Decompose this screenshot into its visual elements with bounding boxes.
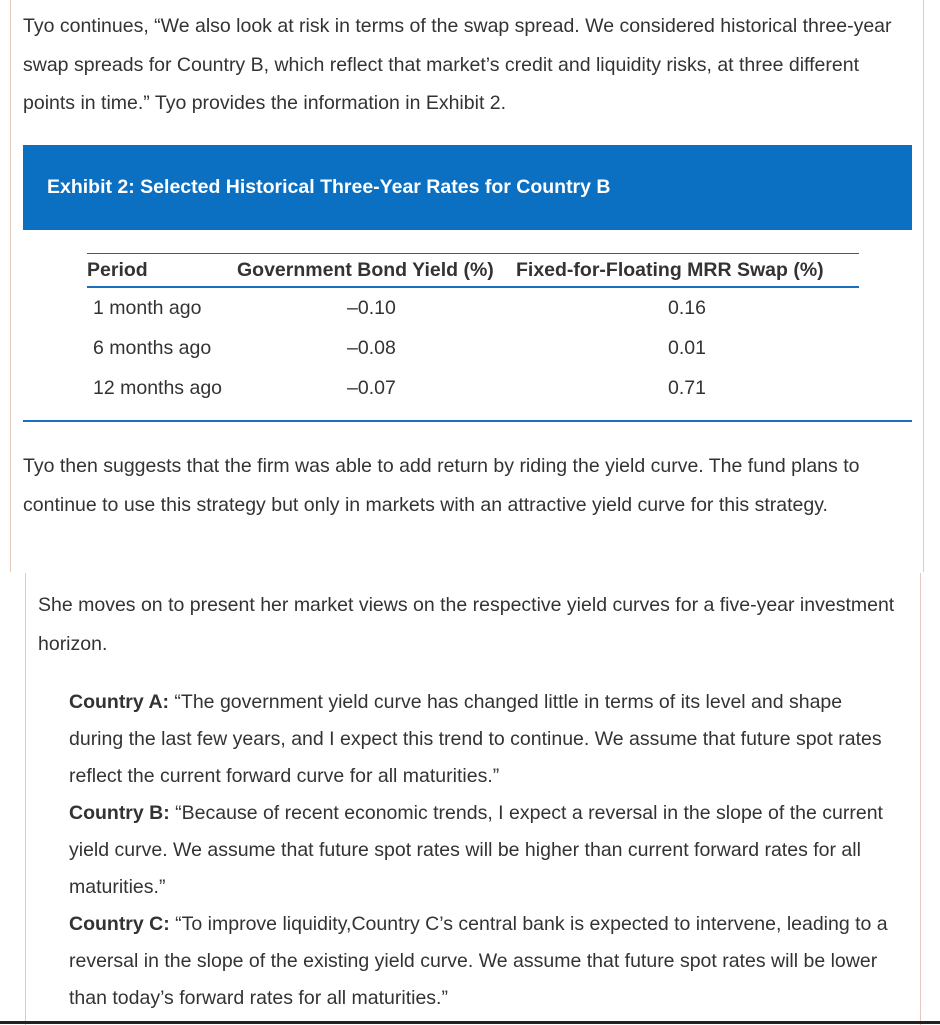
cell-period: 6 months ago xyxy=(93,336,212,359)
cell-gov-yield: –0.08 xyxy=(347,336,396,359)
cell-period: 12 months ago xyxy=(93,376,223,399)
cell-gov-yield: –0.10 xyxy=(347,296,396,319)
country-c-text: “To improve liquidity,Country C’s central bank is expected to intervene, leading to a reversal in the slope of the existing yield curve. We assume that future spot rates will be lower than today’s forward rates for all maturities.” xyxy=(69,913,888,1009)
country-a-view xyxy=(69,684,899,795)
riding-yield-curve-paragraph: Tyo then suggests that the firm was able to add return by riding the yield curve. The fund plans to continue to use this strategy but only in markets with an attractive yield curve for this strategy. xyxy=(23,455,860,516)
market-views-paragraph: She moves on to present her market views on the respective yield curves for a five-year investment horizon. xyxy=(38,594,895,655)
country-c-label: Country C: xyxy=(69,913,170,935)
country-c-view xyxy=(69,906,899,1017)
table-header-row xyxy=(87,254,859,288)
country-b-label: Country B: xyxy=(69,802,170,824)
country-a-text: “The government yield curve has changed little in terms of its level and shape during the last few years, and I expect this trend to continue. We assume that future spot rates reflect the current forward curve for all maturities.” xyxy=(69,691,882,787)
header-gov-yield: Government Bond Yield (%) xyxy=(237,254,516,288)
cell-swap: 0.16 xyxy=(668,296,706,319)
exhibit-header-bar xyxy=(23,145,912,230)
exhibit-table xyxy=(87,253,859,408)
cell-period: 1 month ago xyxy=(93,296,202,319)
country-a-label: Country A: xyxy=(69,691,170,713)
upper-content-panel xyxy=(10,0,924,572)
table-row xyxy=(87,328,859,368)
lower-content-panel xyxy=(25,573,921,1025)
country-views-list xyxy=(69,684,899,1017)
cell-swap: 0.71 xyxy=(668,376,706,399)
header-swap: Fixed-for-Floating MRR Swap (%) xyxy=(516,254,859,288)
country-b-view xyxy=(69,795,899,906)
exhibit-title: Exhibit 2: Selected Historical Three-Year Rates for Country B xyxy=(47,176,611,198)
cell-swap: 0.01 xyxy=(668,336,706,359)
intro-paragraph: Tyo continues, “We also look at risk in terms of the swap spread. We considered historical three-year swap spreads for Country B, which reflect that market’s credit and liquidity risks, at three different points in time.” Tyo provides the information in Exhibit 2. xyxy=(23,15,892,114)
table-row xyxy=(87,287,859,328)
exhibit-bottom-rule xyxy=(23,420,912,422)
table-row xyxy=(87,368,859,408)
country-b-text: “Because of recent economic trends, I expect a reversal in the slope of the current yield curve. We assume that future spot rates will be higher than current forward rates for all maturities.” xyxy=(69,802,883,898)
cell-gov-yield: –0.07 xyxy=(347,376,396,399)
header-period: Period xyxy=(87,254,237,288)
